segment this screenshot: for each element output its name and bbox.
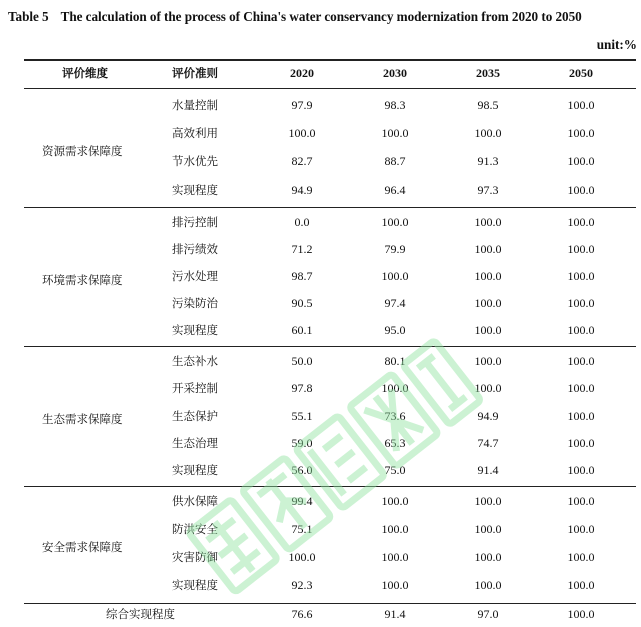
total-value: 100.0 (567, 606, 595, 621)
value-cell: 100.0 (381, 269, 409, 283)
criterion-cell: 实现程度 (172, 182, 218, 197)
value-cell: 100.0 (567, 578, 595, 593)
table-rule (24, 207, 636, 208)
value-cell: 100.0 (567, 522, 595, 536)
column-header: 2030 (383, 66, 407, 80)
value-cell: 100.0 (474, 381, 502, 396)
value-cell: 82.7 (291, 154, 313, 169)
column-header: 评价准则 (172, 66, 218, 80)
value-cell: 73.6 (384, 408, 406, 423)
value-cell: 100.0 (567, 435, 595, 450)
value-cell: 55.1 (291, 408, 313, 423)
criterion-cell: 生态保护 (172, 408, 218, 423)
value-cell: 100.0 (567, 296, 595, 311)
value-cell: 97.4 (384, 296, 406, 311)
value-cell: 75.0 (384, 462, 406, 477)
value-cell: 91.3 (477, 154, 499, 169)
column-header: 2050 (569, 66, 593, 80)
value-cell: 99.4 (291, 493, 313, 508)
value-cell: 100.0 (567, 214, 595, 229)
dimension-cell: 生态需求保障度 (42, 412, 123, 427)
value-cell: 100.0 (567, 241, 595, 256)
dimension-cell: 安全需求保障度 (42, 540, 123, 555)
total-value: 97.0 (477, 606, 499, 621)
value-cell: 100.0 (567, 493, 595, 508)
value-cell: 98.3 (384, 98, 406, 112)
criterion-cell: 实现程度 (172, 578, 218, 593)
value-cell: 95.0 (384, 323, 406, 338)
value-cell: 100.0 (381, 381, 409, 396)
value-cell: 100.0 (288, 126, 316, 141)
value-cell: 92.3 (291, 578, 313, 593)
value-cell: 98.7 (291, 269, 313, 283)
value-cell: 100.0 (381, 550, 409, 565)
value-cell: 100.0 (474, 522, 502, 536)
table-rule (24, 88, 636, 89)
value-cell: 100.0 (474, 214, 502, 229)
criterion-cell: 污水处理 (172, 269, 218, 283)
value-cell: 100.0 (474, 323, 502, 338)
value-cell: 100.0 (567, 550, 595, 565)
total-value: 91.4 (384, 606, 406, 621)
value-cell: 100.0 (567, 408, 595, 423)
value-cell: 94.9 (291, 182, 313, 197)
value-cell: 98.5 (477, 98, 499, 112)
value-cell: 100.0 (474, 241, 502, 256)
value-cell: 96.4 (384, 182, 406, 197)
criterion-cell: 生态补水 (172, 354, 218, 369)
total-label: 综合实现程度 (106, 606, 175, 621)
value-cell: 97.8 (291, 381, 313, 396)
value-cell: 91.4 (477, 462, 499, 477)
value-cell: 56.0 (291, 462, 313, 477)
table-rule (24, 59, 636, 61)
column-header: 评价维度 (62, 66, 108, 80)
dimension-cell: 环境需求保障度 (42, 272, 123, 287)
value-cell: 100.0 (474, 126, 502, 141)
criterion-cell: 生态治理 (172, 435, 218, 450)
criterion-cell: 开采控制 (172, 381, 218, 396)
value-cell: 100.0 (381, 126, 409, 141)
value-cell: 100.0 (567, 126, 595, 141)
value-cell: 88.7 (384, 154, 406, 169)
value-cell: 100.0 (474, 550, 502, 565)
value-cell: 100.0 (381, 214, 409, 229)
table-caption (8, 9, 636, 25)
value-cell: 94.9 (477, 408, 499, 423)
value-cell: 100.0 (474, 578, 502, 593)
criterion-cell: 节水优先 (172, 154, 218, 169)
value-cell: 100.0 (567, 462, 595, 477)
value-cell: 100.0 (474, 269, 502, 283)
criterion-cell: 灾害防御 (172, 550, 218, 565)
value-cell: 90.5 (291, 296, 313, 311)
value-cell: 97.3 (477, 182, 499, 197)
table-label: Table 5 (8, 9, 49, 24)
criterion-cell: 排污控制 (172, 214, 218, 229)
value-cell: 71.2 (291, 241, 313, 256)
value-cell: 100.0 (567, 182, 595, 197)
value-cell: 79.9 (384, 241, 406, 256)
value-cell: 97.9 (291, 98, 313, 112)
value-cell: 60.1 (291, 323, 313, 338)
value-cell: 75.1 (291, 522, 313, 536)
value-cell: 100.0 (567, 98, 595, 112)
value-cell: 100.0 (381, 493, 409, 508)
value-cell: 100.0 (567, 381, 595, 396)
value-cell: 100.0 (567, 323, 595, 338)
unit-label: unit:% (596, 37, 637, 52)
column-header: 2035 (476, 66, 500, 80)
value-cell: 100.0 (381, 578, 409, 593)
value-cell: 50.0 (291, 354, 313, 369)
value-cell: 100.0 (567, 354, 595, 369)
table-rule (24, 603, 636, 604)
criterion-cell: 实现程度 (172, 462, 218, 477)
table-rule (24, 346, 636, 347)
value-cell: 100.0 (381, 522, 409, 536)
value-cell: 0.0 (294, 214, 310, 229)
dimension-cell: 资源需求保障度 (42, 144, 123, 159)
table-title: The calculation of the process of China's water conservancy modernization from 2020 to 2050 (60, 9, 582, 24)
value-cell: 59.0 (291, 435, 313, 450)
value-cell: 100.0 (474, 354, 502, 369)
criterion-cell: 水量控制 (172, 98, 218, 112)
value-cell: 74.7 (477, 435, 499, 450)
value-cell: 100.0 (567, 269, 595, 283)
criterion-cell: 防洪安全 (172, 522, 218, 536)
total-value: 76.6 (291, 606, 313, 621)
value-cell: 100.0 (474, 493, 502, 508)
value-cell: 100.0 (288, 550, 316, 565)
value-cell: 65.3 (384, 435, 406, 450)
table-rule (24, 486, 636, 487)
criterion-cell: 排污绩效 (172, 241, 218, 256)
column-header: 2020 (290, 66, 314, 80)
criterion-cell: 污染防治 (172, 296, 218, 311)
criterion-cell: 供水保障 (172, 493, 218, 508)
criterion-cell: 高效利用 (172, 126, 218, 141)
criterion-cell: 实现程度 (172, 323, 218, 338)
value-cell: 100.0 (474, 296, 502, 311)
value-cell: 100.0 (567, 154, 595, 169)
value-cell: 80.1 (384, 354, 406, 369)
